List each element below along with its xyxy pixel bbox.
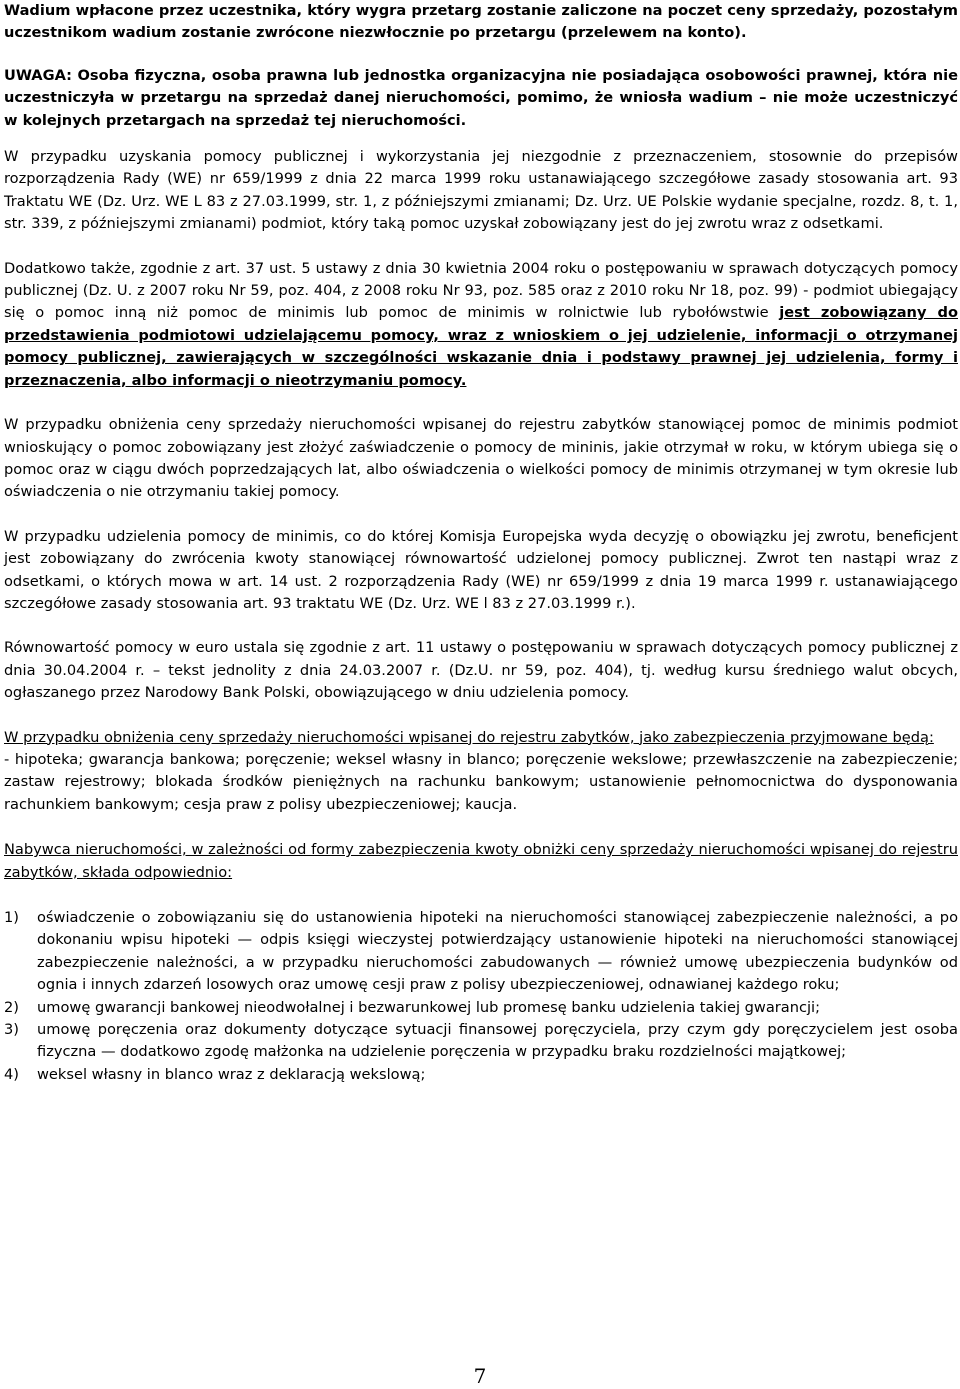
additional-paragraph [4,258,958,392]
list-item-text: oświadczenie o zobowiązaniu się do ustanowienia hipoteki na nieruchomości stanowiącej zabezpieczenie należności, a po dokonaniu wpisu hipoteki — odpis księgi wieczystej potwierdzający ustanowienie hipoteki na nieruchomości stanowiącej zabezpieczenie należności, a w przypadku nieruchomości zabudowanych — również umowę ubezpieczenia budynków od ognia i innych zdarzeń losowych oraz umowę cesji praw z polisy ubezpieczeniowej, odnawianej każdego roku; [37,909,958,994]
list-item-number: 1) [4,909,19,926]
additional-emphasis: jest zobowiązany do przedstawienia podmiotowi udzielającemu pomocy, wraz z wnioskiem o jej udzielenie, informacji o otrzymanej pomocy publicznej, zawierających w szczególności wskazanie dnia i podstawy prawnej jej udzielenia, formy i przeznaczenia, albo informacji o nieotrzymaniu pomocy. [4,304,958,389]
public-aid-paragraph: W przypadku uzyskania pomocy publicznej i wykorzystania jej niezgodnie z przeznaczeniem, stosownie do przepisów rozporządzenia Rady (WE) nr 659/1999 z dnia 22 marca 1999 roku ustanawiającego szczegółowe zasady stosowania art. 93 Traktatu WE (Dz. Urz. WE L 83 z 27.03.1999, str. 1, z późniejszymi zmianami; Dz. Urz. UE Polskie wydanie specjalne, rozdz. 8, t. 1, str. 339, z późniejszymi zmianami) podmiot, który taką pomoc uzyskał zobowiązany jest do jej zwrotu wraz z odsetkami. [4,148,958,233]
list-item [4,907,958,997]
securities-heading-rest: jako zabezpieczenia przyjmowane będą: [634,728,934,746]
list-item-number: 2) [4,998,19,1016]
equivalent-paragraph: Równowartość pomocy w euro ustala się zgodnie z art. 11 ustawy o postępowaniu w sprawach dotyczących pomocy publicznej z dnia 30.04.2004 r. – tekst jednolity z dnia 24.03.2007 r. (Dz.U. nr 59, poz. 404), tj. według kursu średniego walut obcych, ogłaszanego przez Narodowy Bank Polski, obowiązującego w dniu udzielenia pomocy. [4,639,958,702]
price-reduction-paragraph: W przypadku obniżenia ceny sprzedaży nieruchomości wpisanej do rejestru zabytków stanowiącej pomoc de minimis podmiot wnioskujący o pomoc zobowiązany jest złożyć zaświadczenie o pomocy de mininis, jakie otrzymał w roku, w którym ubiega się o pomoc oraz w ciągu dwóch poprzedzających lat, albo oświadczenia o wielkości pomocy de minimis otrzymanej w tym okresie lub oświadczenia o nie otrzymaniu takiej pomocy. [4,416,958,501]
list-item-text: weksel własny in blanco wraz z deklaracją wekslową; [37,1065,426,1083]
commission-paragraph: W przypadku udzielenia pomocy de minimis, co do której Komisja Europejska wyda decyzję o obowiązku jej zwrotu, beneficjent jest zobowiązany do zwrócenia kwoty stanowiącej równowartość udzielonej pomocy publicznej. Zwrot ten nastąpi wraz z odsetkami, o których mowa w art. 14 ust. 2 rozporządzenia Rady (WE) nr 659/1999 z dnia 19 marca 1999 r. ustanawiającego szczegółowe zasady stosowania art. 93 traktatu WE (Dz. Urz. WE l 83 z 27.03.1999 r.). [4,527,958,612]
securities-paragraph [4,727,958,817]
documents-list [4,907,958,1086]
wadium-paragraph: Wadium wpłacone przez uczestnika, który wygra przetarg zostanie zaliczone na poczet ceny sprzedaży, pozostałym uczestnikom wadium zostanie zwrócone niezwłocznie po przetargu (przelewem na konto). [4,2,958,42]
additional-text: Dodatkowo także, zgodnie z art. 37 ust. 5 ustawy z dnia 30 kwietnia 2004 roku o postępowaniu w sprawach dotyczących pomocy publicznej (Dz. U. z 2007 roku Nr 59, poz. 404, z 2008 roku Nr 93, poz. 585 oraz z 2010 roku Nr 18, poz. 99) - podmiot ubiegający się o pomoc inną niż pomoc de minimis lub pomoc de minimis w rolnictwie lub rybołówstwie [4,259,958,322]
securities-list-text: - hipoteka; gwarancja bankowa; poręczenie; weksel własny in blanco; poręczenie wekslowe; przewłaszczenie na zabezpieczenie; zastaw rejestrowy; blokada środków pieniężnych na rachunku bankowym; ustanowienie pełnomocnictwa do dysponowania rachunkiem bankowym; cesja praw z polisy ubezpieczeniowej; kaucja. [4,750,958,813]
securities-heading-underlined: W przypadku obniżenia ceny sprzedaży nieruchomości wpisanej do rejestru zabytków, [4,728,635,746]
list-item-text: umowę poręczenia oraz dokumenty dotyczące sytuacji finansowej poręczyciela, przy czym gdy poręczycielem jest osoba fizyczna — dodatkowo zgodę małżonka na udzielenie poręczenia w przypadku braku rozdzielności majątkowej; [37,1021,958,1061]
uwaga-paragraph: UWAGA: Osoba fizyczna, osoba prawna lub jednostka organizacyjna nie posiadająca osobowości prawnej, która nie uczestniczyła w przetargu na sprzedaż danej nieruchomości, pomimo, że wniosła wadium – nie może uczestniczyć w kolejnych przetargach na sprzedaż tej nieruchomości. [4,66,958,129]
buyer-paragraph: Nabywca nieruchomości, w zależności od formy zabezpieczenia kwoty obniżki ceny sprzedaży nieruchomości wpisanej do rejestru zabytków, składa odpowiednio: [4,841,958,881]
list-item-number: 3) [4,1021,19,1039]
list-item [4,997,958,1019]
list-item-text: umowę gwarancji bankowej nieodwołalnej i bezwarunkowej lub promesę banku udzielenia takiej gwarancji; [37,998,821,1016]
list-item-number: 4) [4,1065,19,1083]
page-number: 7 [473,1364,487,1388]
list-item [4,1064,958,1086]
list-item [4,1019,958,1064]
